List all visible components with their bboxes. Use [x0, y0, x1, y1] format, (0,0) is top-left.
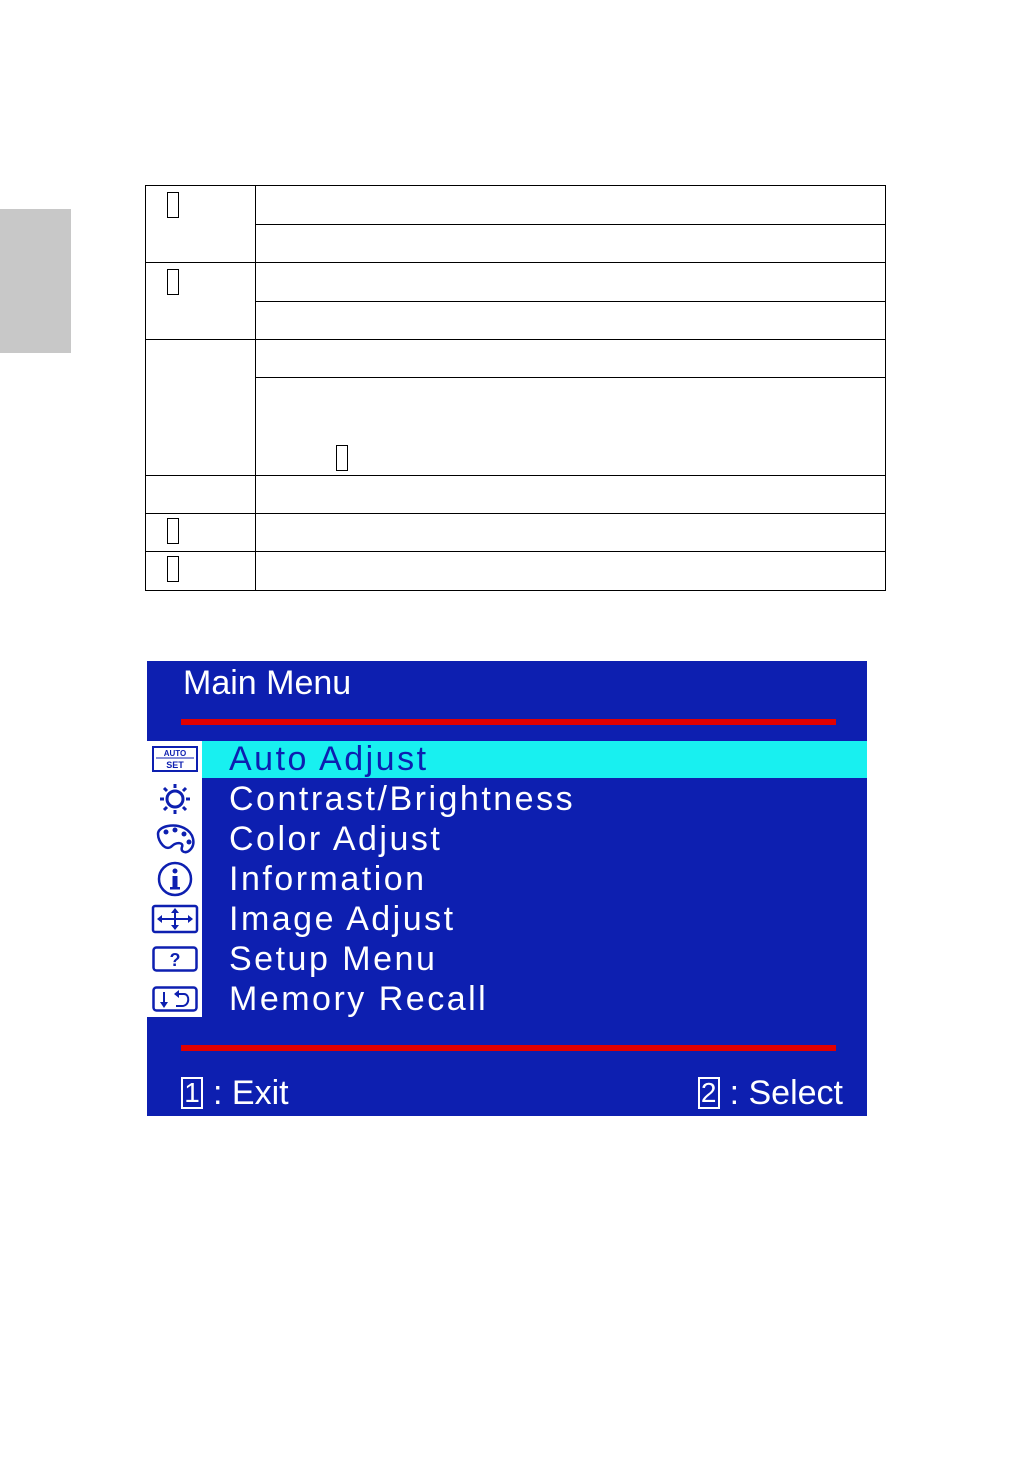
page-side-tab: [0, 209, 71, 353]
menu-item-memory-recall[interactable]: [147, 979, 867, 1019]
menu-item-label: Memory Recall: [229, 980, 489, 1018]
key-2-icon: 2: [698, 1077, 720, 1109]
svg-text:SET: SET: [166, 760, 184, 770]
move-arrows-icon: [151, 902, 199, 936]
key-glyph-icon: [167, 192, 179, 218]
key-cell-3: [146, 340, 256, 476]
key-glyph-icon: [167, 556, 179, 582]
exit-hint[interactable]: [181, 1071, 289, 1115]
key-glyph-icon: [167, 518, 179, 544]
desc-cell-3a: [256, 340, 886, 378]
palette-icon: [151, 822, 199, 856]
menu-item-label: Setup Menu: [229, 940, 438, 978]
key-cell-6: [146, 552, 256, 591]
key-glyph-icon: [336, 445, 348, 471]
top-divider: [181, 719, 836, 725]
svg-text:AUTO: AUTO: [163, 749, 187, 758]
menu-item-label: Color Adjust: [229, 820, 443, 858]
menu-item-information[interactable]: [147, 859, 867, 899]
menu-item-setup-menu[interactable]: [147, 939, 867, 979]
menu-item-image-adjust[interactable]: [147, 899, 867, 939]
key-1-icon: 1: [181, 1077, 203, 1109]
key-cell-4: [146, 476, 256, 514]
desc-cell-2b: [256, 302, 886, 340]
menu-item-color-adjust[interactable]: [147, 819, 867, 859]
question-icon: [151, 942, 199, 976]
key-cell-5: [146, 514, 256, 552]
menu-item-label: Contrast/Brightness: [229, 780, 576, 818]
desc-cell-5: [256, 514, 886, 552]
desc-cell-4: [256, 476, 886, 514]
key-cell-2: [146, 263, 256, 340]
control-key-table: [145, 185, 886, 591]
osd-title: Main Menu: [183, 664, 352, 702]
svg-text:?: ?: [169, 950, 181, 970]
desc-cell-1a: [256, 186, 886, 225]
exit-label: : Exit: [213, 1074, 289, 1112]
menu-item-label: Image Adjust: [229, 900, 456, 938]
select-label: : Select: [729, 1074, 843, 1112]
recall-icon: [151, 982, 199, 1016]
desc-cell-2a: [256, 263, 886, 302]
osd-main-menu: [147, 661, 867, 1116]
info-icon: [151, 862, 199, 896]
key-cell-1: [146, 186, 256, 263]
desc-cell-6: [256, 552, 886, 591]
menu-item-label: Auto Adjust: [229, 740, 429, 778]
desc-cell-1b: [256, 225, 886, 263]
sun-icon: [151, 782, 199, 816]
select-hint[interactable]: [698, 1071, 843, 1115]
menu-item-auto-adjust[interactable]: [147, 739, 867, 779]
desc-cell-3b: [256, 378, 886, 476]
key-glyph-icon: [167, 269, 179, 295]
auto-set-icon: [151, 742, 199, 776]
menu-item-label: Information: [229, 860, 427, 898]
menu-item-contrast-brightness[interactable]: [147, 779, 867, 819]
bottom-divider: [181, 1045, 836, 1051]
